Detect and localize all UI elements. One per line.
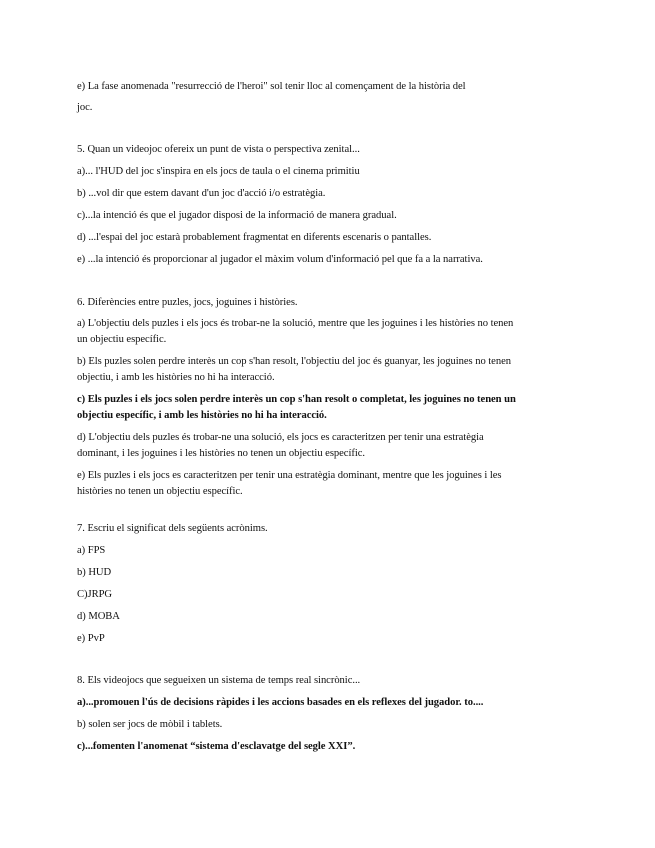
q4-option-e-line2: joc. (77, 102, 93, 113)
q6-question: 6. Diferències entre puzles, jocs, joguines i històries. (77, 297, 298, 308)
q5-option-d: d) ...l'espai del joc estarà probablement fragmentat en diferents escenaris o pantalles. (77, 232, 432, 243)
q7-option-c: C)JRPG (77, 589, 113, 600)
q5-option-c: c)...la intenció és que el jugador disposi de la informació de manera gradual. (77, 210, 397, 221)
q8-option-c: c)...fomenten l'anomenat “sistema d'esclavatge del segle XXI”. (77, 741, 356, 752)
q6-option-c-line2: objectiu específic, i amb les històries no hi ha interacció. (77, 410, 327, 421)
q6-option-e-line2: històries no tenen un objectiu específic. (77, 486, 243, 497)
q5-option-b: b) ...vol dir que estem davant d'un joc d'acció i/o estratègia. (77, 188, 326, 199)
q5-option-e: e) ...la intenció és proporcionar al jugador el màxim volum d'informació pel que fa a la narrativa. (77, 254, 483, 265)
q8-question: 8. Els videojocs que segueixen un sistema de temps real sincrònic... (77, 675, 361, 686)
q5-question: 5. Quan un videojoc ofereix un punt de vista o perspectiva zenital... (77, 144, 360, 155)
q7-option-a: a) FPS (77, 545, 106, 556)
q8-option-b: b) solen ser jocs de mòbil i tablets. (77, 719, 223, 730)
q7-option-e: e) PvP (77, 633, 105, 644)
q7-option-d: d) MOBA (77, 611, 120, 622)
q6-option-b-line2: objectiu, i amb les històries no hi ha interacció. (77, 372, 275, 383)
q6-option-b-line1: b) Els puzles solen perdre interès un cop s'han resolt, l'objectiu del joc és guanyar, les joguines no tenen (77, 356, 511, 367)
q6-option-e-line1: e) Els puzles i els jocs es caracteritzen per tenir una estratègia dominant, mentre que les joguines i les (77, 470, 502, 481)
q4-option-e-line1: e) La fase anomenada "resurrecció de l'heroi" sol tenir lloc al començament de la història del (77, 81, 466, 92)
q6-option-c-line1: c) Els puzles i els jocs solen perdre interès un cop s'han resolt o completat, les joguines no tenen un (77, 394, 516, 405)
q8-option-a: a)...promouen l'ús de decisions ràpides i les accions basades en els reflexes del jugador. to.... (77, 697, 484, 708)
q6-option-d-line1: d) L'objectiu dels puzles és trobar-ne una solució, els jocs es caracteritzen per tenir una estratègia (77, 432, 484, 443)
q5-option-a: a)... l'HUD del joc s'inspira en els jocs de taula o el cinema primitiu (77, 166, 360, 177)
q7-question: 7. Escriu el significat dels següents acrònims. (77, 523, 268, 534)
q6-option-d-line2: dominant, i les joguines i les històries no tenen un objectiu específic. (77, 448, 365, 459)
q6-option-a-line1: a) L'objectiu dels puzles i els jocs és trobar-ne la solució, mentre que les joguines i les històries no tenen (77, 318, 514, 329)
q6-option-a-line2: un objectiu específic. (77, 334, 167, 345)
q7-option-b: b) HUD (77, 567, 112, 578)
